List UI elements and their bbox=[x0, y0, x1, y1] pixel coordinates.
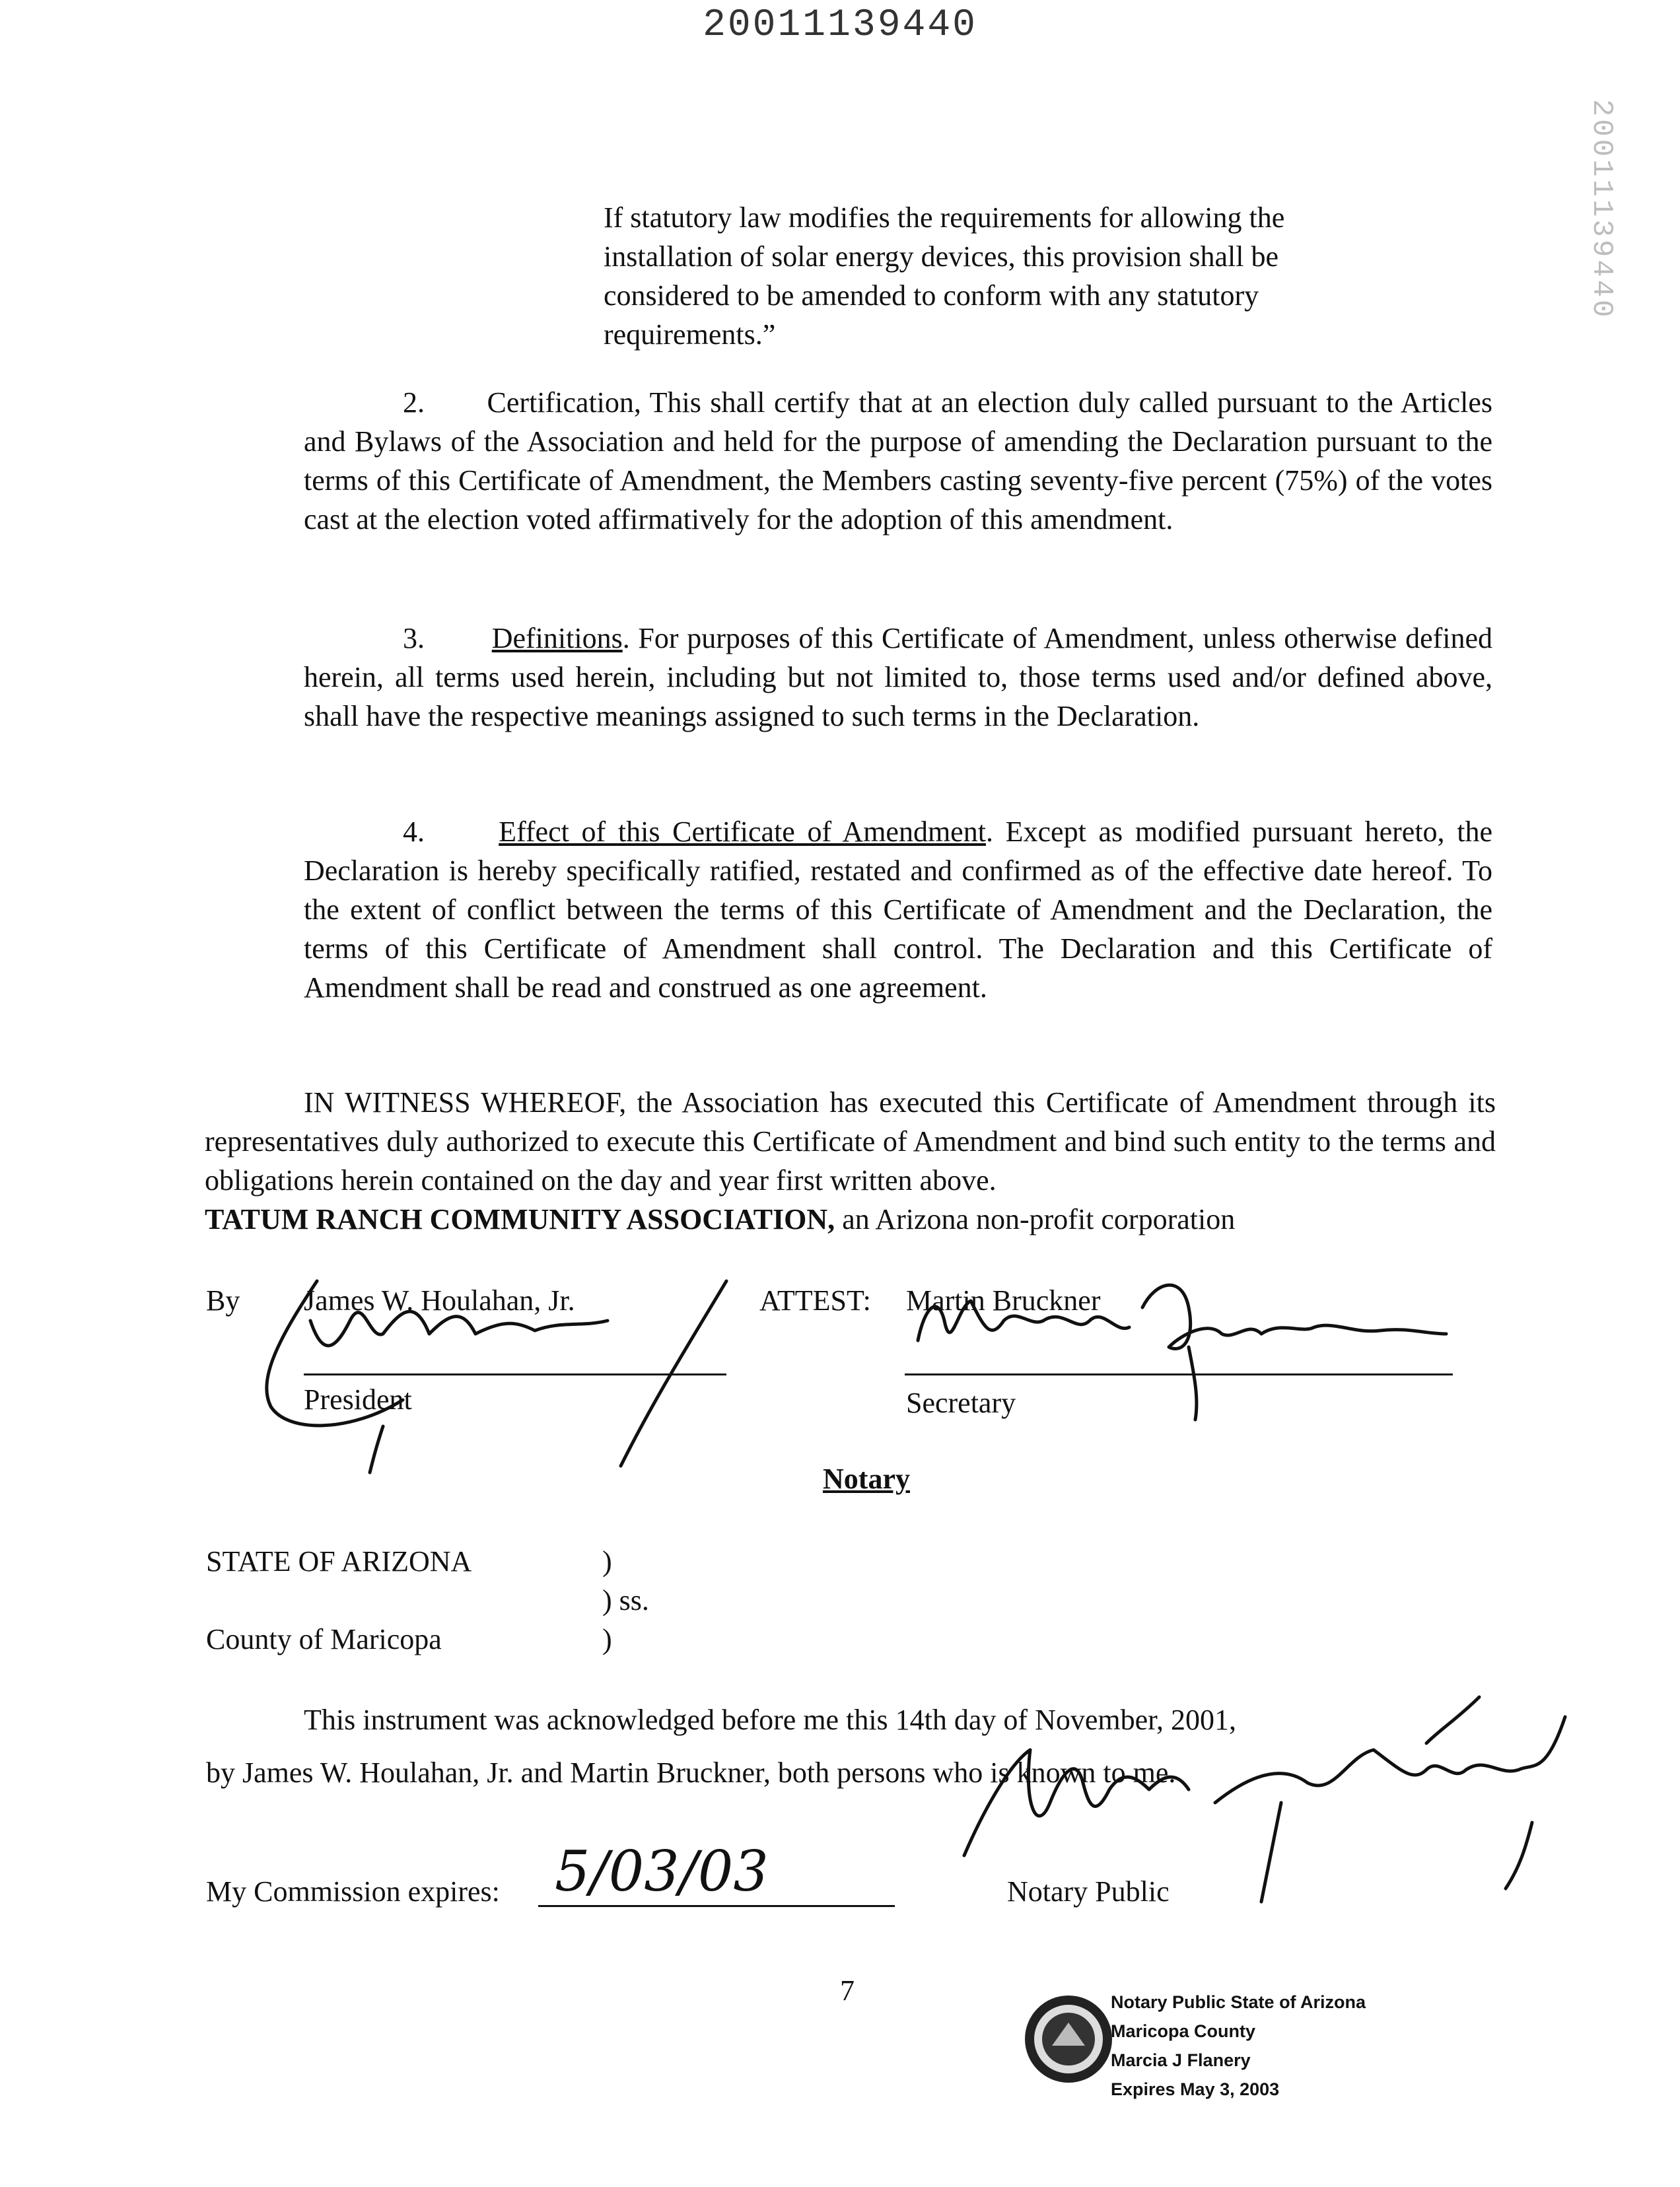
secretary-title: Secretary bbox=[906, 1387, 1016, 1419]
seal-line-4: Expires May 3, 2003 bbox=[1111, 2079, 1280, 2099]
commission-label: My Commission expires: bbox=[206, 1875, 500, 1908]
commission-date-handwritten: 5/03/03 bbox=[555, 1839, 769, 1904]
section-number: 2. bbox=[403, 386, 425, 419]
section-heading: Certification, bbox=[487, 386, 641, 419]
section-text: This shall certify that at an election duly called pursuant to the Articles and Bylaws of the Association and held for the purpose of amending the Declaration pursuant to the terms of this Certificate of Amendment, the Members casting seventy-five percent (75%) of the votes cast at the election voted affirmatively for the adoption of this amendment. bbox=[304, 386, 1492, 536]
acknowledgment-line-1: This instrument was acknowledged before me this 14th day of November, 2001, bbox=[304, 1704, 1237, 1736]
section-number: 3. bbox=[403, 622, 425, 654]
entity-name: TATUM RANCH COMMUNITY ASSOCIATION, bbox=[205, 1203, 835, 1235]
seal-line-3: Marcia J Flanery bbox=[1111, 2050, 1251, 2070]
notary-seal-emblem bbox=[1022, 1993, 1115, 2085]
acknowledgment-line-2: by James W. Houlahan, Jr. and Martin Bruckner, both persons who is known to me. bbox=[206, 1756, 1176, 1789]
president-signature bbox=[251, 1268, 753, 1479]
section-2 bbox=[304, 383, 1492, 539]
notary-heading: Notary bbox=[823, 1463, 910, 1495]
notary-county: County of Maricopa bbox=[206, 1623, 442, 1655]
venue-paren-3: ) bbox=[602, 1623, 612, 1655]
section-heading: Effect of this Certificate of Amendment bbox=[499, 816, 986, 848]
venue-ss: ) ss. bbox=[602, 1584, 649, 1616]
quote-paragraph: If statutory law modifies the requirements for allowing the installation of solar energy devices, this provision shall be considered to be amended to conform with any statutory requirements.” bbox=[604, 201, 1285, 351]
attest-label: ATTEST: bbox=[759, 1284, 871, 1317]
section-3 bbox=[304, 619, 1492, 736]
section-heading: Definitions bbox=[491, 622, 623, 654]
section-4 bbox=[304, 812, 1492, 1007]
venue-paren-1: ) bbox=[602, 1545, 612, 1578]
secretary-signature bbox=[905, 1268, 1473, 1426]
side-recording-stamp: 20011139440 bbox=[1585, 99, 1618, 320]
section-text: . Except as modified pursuant hereto, the Declaration is hereby specifically ratified, restated and confirmed as of the effective date hereof. To the extent of conflict between the terms of this Certificate of Amendment and the Declaration, the terms of this Certificate of Amendment shall control. The Declaration and this Certificate of Amendment shall be read and construed as one agreement. bbox=[304, 816, 1493, 1004]
page-number: 7 bbox=[840, 1974, 855, 2007]
section-text: . For purposes of this Certificate of Amendment, unless otherwise defined herein, all terms used herein, including but not limited to, those terms used and/or defined above, shall have the respective meanings assigned to such terms in the Declaration. bbox=[304, 622, 1493, 732]
section-number: 4. bbox=[403, 816, 425, 848]
notary-seal-text bbox=[1111, 1988, 1366, 2104]
by-label: By bbox=[206, 1284, 240, 1317]
notary-public-title: Notary Public bbox=[1007, 1875, 1170, 1908]
witness-paragraph bbox=[205, 1083, 1496, 1239]
document-number: 20011139440 bbox=[703, 4, 977, 47]
seal-line-1: Notary Public State of Arizona bbox=[1111, 1992, 1366, 2012]
president-title: President bbox=[304, 1383, 412, 1416]
notary-state: STATE OF ARIZONA bbox=[206, 1545, 472, 1578]
secretary-name: Martin Bruckner bbox=[906, 1284, 1101, 1317]
entity-description: an Arizona non-profit corporation bbox=[835, 1203, 1236, 1235]
witness-text: IN WITNESS WHEREOF, the Association has executed this Certificate of Amendment through its representatives duly authorized to execute this Certificate of Amendment and bind such entity to the terms and obligations herein contained on the day and year first written above. bbox=[205, 1086, 1496, 1197]
seal-line-2: Maricopa County bbox=[1111, 2021, 1256, 2041]
president-name: James W. Houlahan, Jr. bbox=[304, 1284, 575, 1317]
commission-line bbox=[538, 1905, 895, 1907]
